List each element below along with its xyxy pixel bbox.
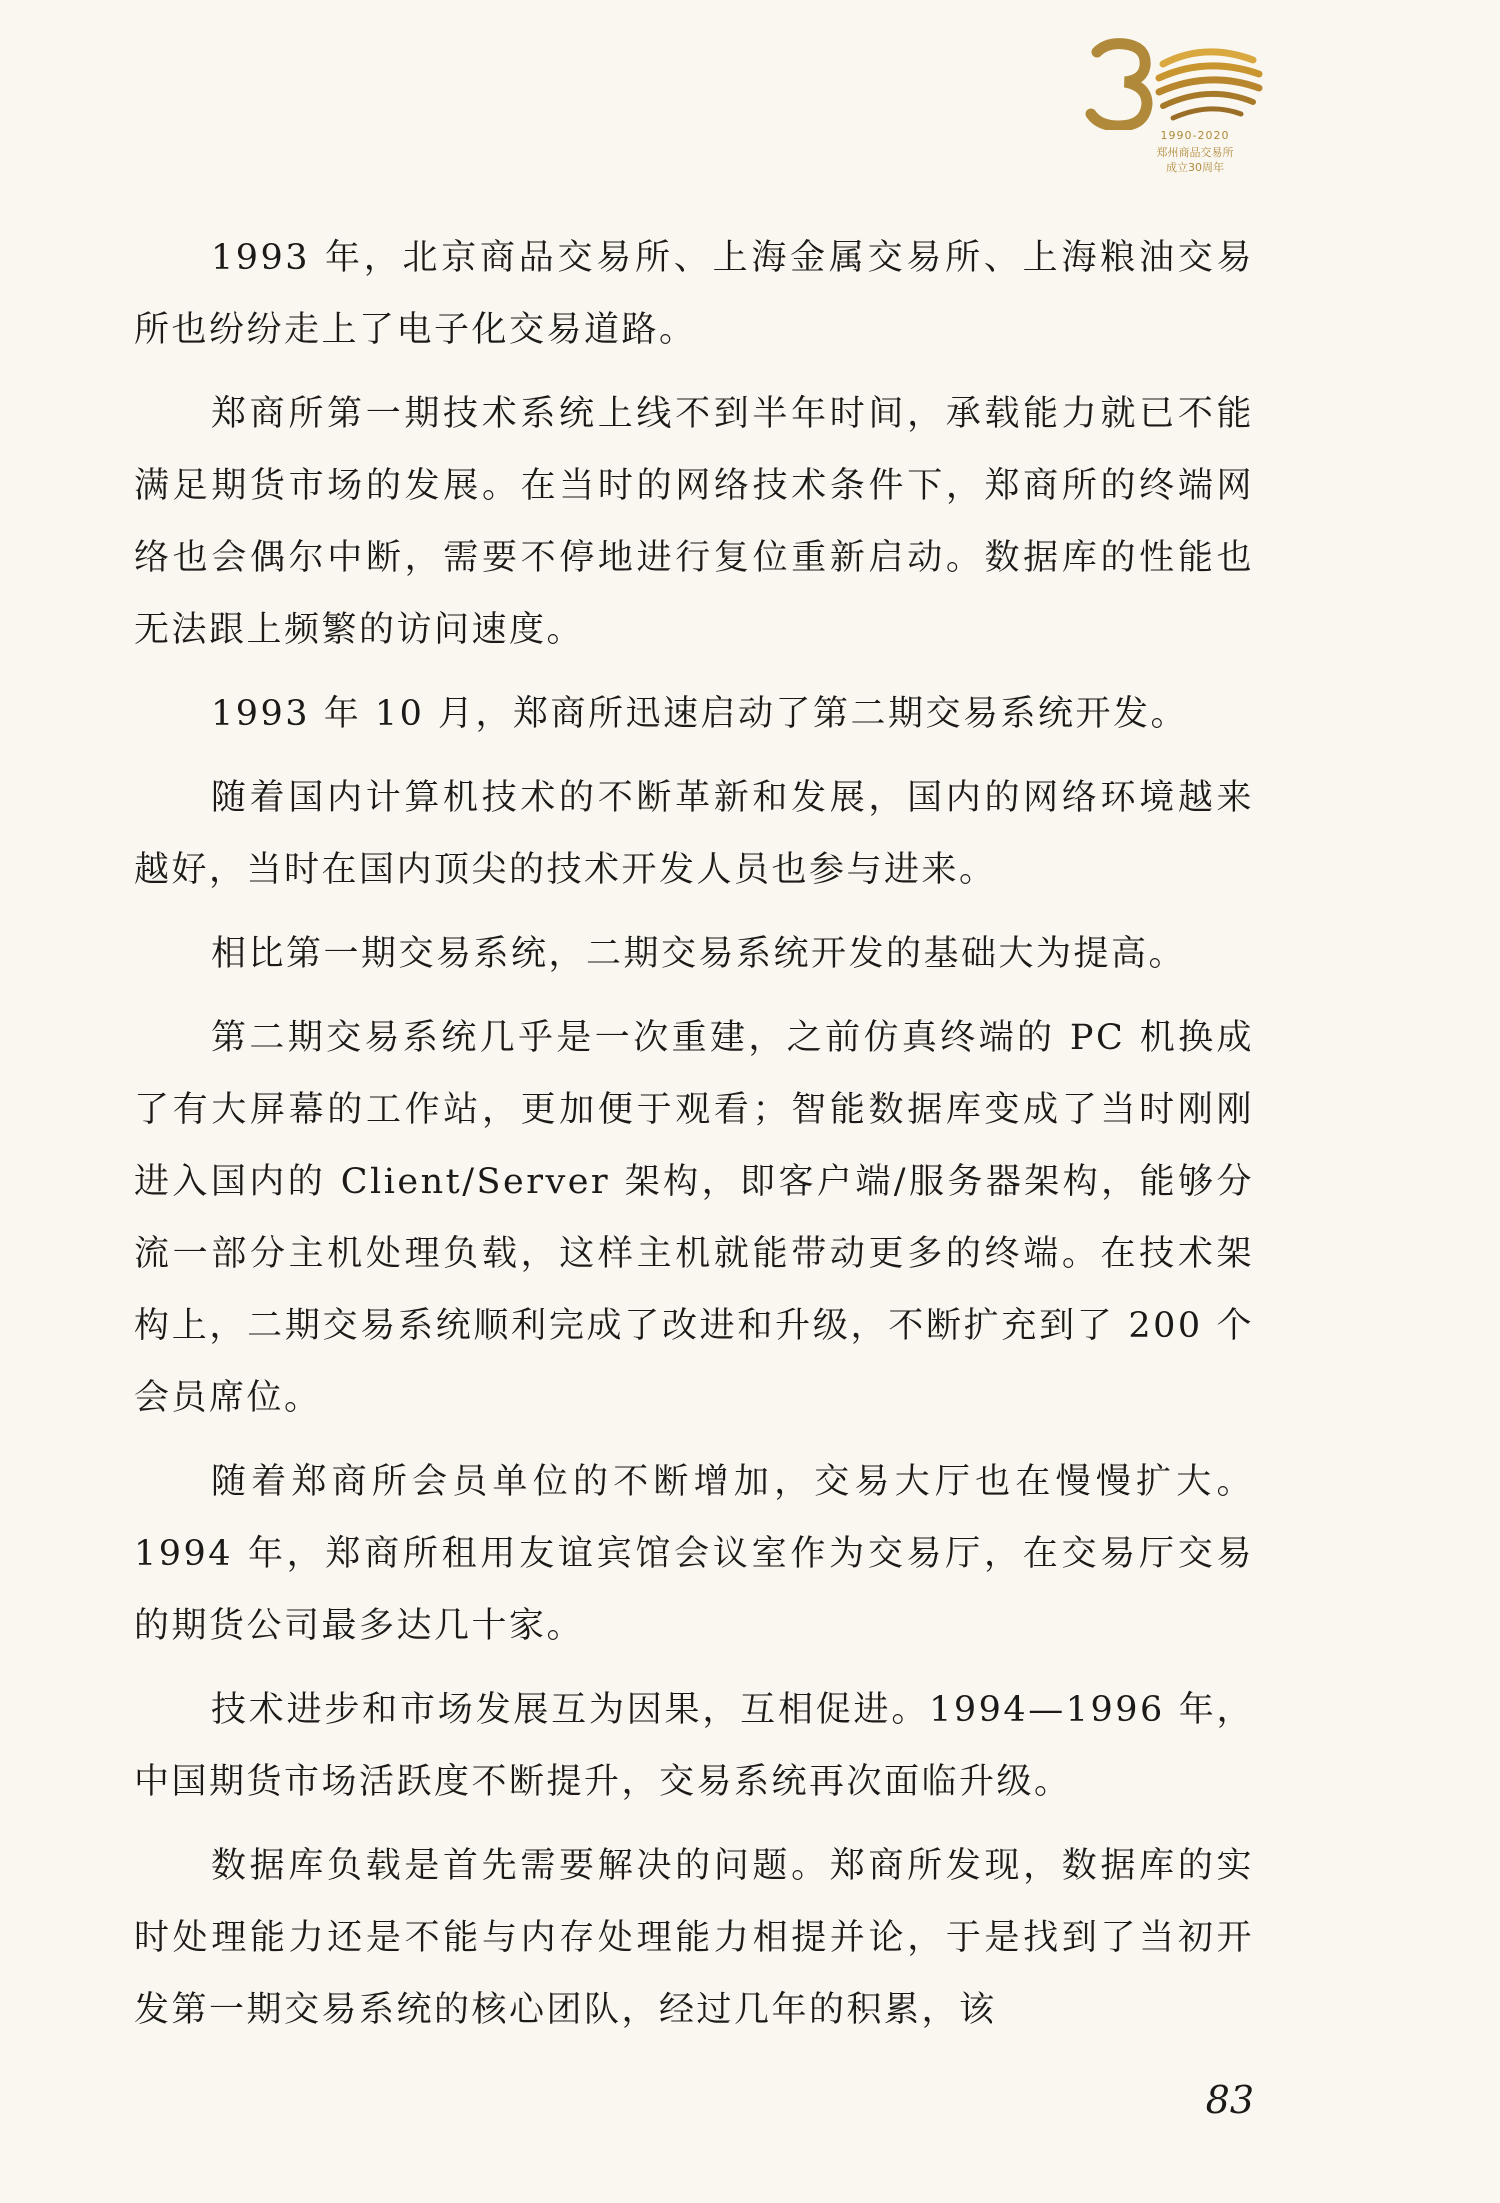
anniversary-logo [1085, 38, 1265, 198]
paragraph: 1993 年 10 月，郑商所迅速启动了第二期交易系统开发。 [211, 694, 1188, 734]
numeral-three-icon [1091, 44, 1147, 126]
paragraph: 相比第一期交易系统，二期交易系统开发的基础大为提高。 [211, 934, 1187, 974]
logo-years: 1990-2020 [1160, 129, 1230, 142]
paragraph: 随着国内计算机技术的不断革新和发展，国内的网络环境越来越好，当时在国内顶尖的技术开发人员也参与进来。 [134, 778, 1254, 890]
paragraph: 1993 年，北京商品交易所、上海金属交易所、上海粮油交易所也纷纷走上了电子化交易道路。 [134, 238, 1254, 350]
paragraph: 郑商所第一期技术系统上线不到半年时间，承载能力就已不能满足期货市场的发展。在当时的网络技术条件下，郑商所的终端网络也会偶尔中断，需要不停地进行复位重新启动。数据库的性能也无法跟上频繁的访问速度。 [134, 394, 1254, 650]
logo-anniversary: 成立30周年 [1166, 161, 1224, 174]
logo-organization: 郑州商品交易所 [1156, 146, 1234, 159]
anniversary-emblem-icon [1085, 38, 1265, 130]
paragraph: 随着郑商所会员单位的不断增加，交易大厅也在慢慢扩大。1994 年，郑商所租用友谊宾馆会议室作为交易厅，在交易厅交易的期货公司最多达几十家。 [134, 1462, 1254, 1646]
page-number: 83 [1205, 2078, 1254, 2122]
paragraph: 数据库负载是首先需要解决的问题。郑商所发现，数据库的实时处理能力还是不能与内存处理能力相提并论，于是找到了当初开发第一期交易系统的核心团队，经过几年的积累，该 [134, 1846, 1254, 2030]
paragraph: 技术进步和市场发展互为因果，互相促进。1994—1996 年，中国期货市场活跃度不断提升，交易系统再次面临升级。 [134, 1690, 1254, 1802]
paragraph: 第二期交易系统几乎是一次重建，之前仿真终端的 PC 机换成了有大屏幕的工作站，更加便于观看；智能数据库变成了当时刚刚进入国内的 Client/Server 架构，即客户端/服务器架构，能够分流一部分主机处理负载，这样主机就能带动更多的终端。在技术架构上，二期交易系统顺利完成了改进和升级，不断扩充到了 200 个会员席位。 [134, 1018, 1254, 1418]
body-text [134, 222, 1254, 2058]
